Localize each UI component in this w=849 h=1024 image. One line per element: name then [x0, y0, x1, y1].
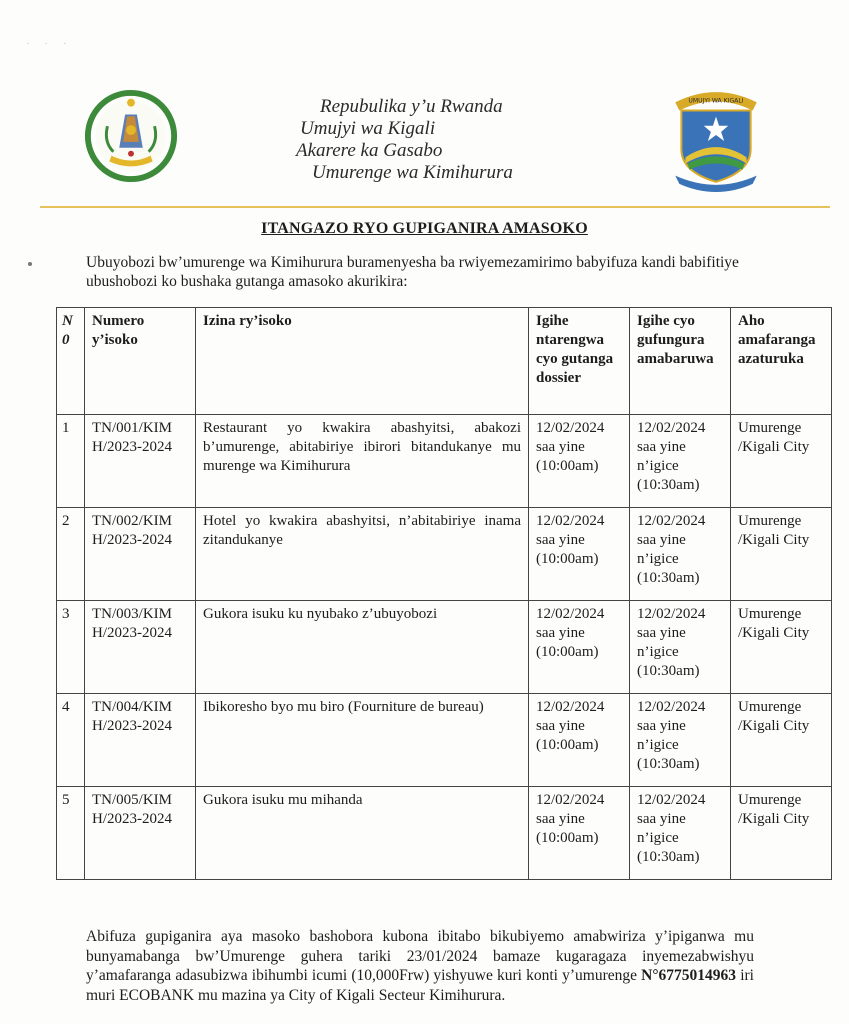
row-tender-name: Hotel yo kwakira abashyitsi, n’abitabiriye inama zitandukanye: [196, 508, 529, 601]
table-row: [57, 508, 832, 601]
open-date: 12/02/2024: [637, 606, 706, 622]
row-tender-number: TN/004/KIM H/2023-2024: [85, 694, 196, 787]
table-row: [57, 787, 832, 880]
open-date: 12/02/2024: [637, 699, 706, 715]
scan-dot: [28, 262, 32, 266]
header-no-sub: 0: [62, 332, 70, 348]
header-address: [290, 96, 590, 184]
row-tender-number: TN/002/KIM H/2023-2024: [85, 508, 196, 601]
row-opening-time: [630, 787, 731, 880]
open-date: 12/02/2024: [637, 513, 706, 529]
table-header-row: [57, 308, 832, 415]
dossier-date: 12/02/2024: [536, 606, 605, 622]
open-time: saa yine n’igice (10:30am): [637, 811, 700, 865]
outro-text-before: Abifuza gupiganira aya masoko bashobora kubona ibitabo bikubiyemo amabwiriza y’ipiganwa mu bunyamabanga bw’Umurenge guhera tariki 23/01/2024 bamaze kugaragaza inyemezabwishyu y’amafaranga adasubizwa ibihumbi icumi (10,000Frw) yishyuwe kuri konti y’umurenge: [86, 928, 754, 984]
row-funding-source: Umurenge /Kigali City: [731, 415, 832, 508]
dossier-date: 12/02/2024: [536, 699, 605, 715]
row-tender-name: Gukora isuku ku nyubako z’ubuyobozi: [196, 601, 529, 694]
row-funding-source: Umurenge /Kigali City: [731, 787, 832, 880]
row-tender-name: Gukora isuku mu mihanda: [196, 787, 529, 880]
bank-account-number: N°6775014963: [641, 967, 737, 984]
dossier-time: saa yine (10:00am): [536, 718, 599, 753]
row-dossier-deadline: [529, 694, 630, 787]
intro-paragraph: Ubuyobozi bw’umurenge wa Kimihurura buramenyesha ba rwiyemezamirimo babyifuza kandi babifitiye ubushobozi ko bushaka gutanga amasoko akurikira:: [86, 254, 739, 290]
row-opening-time: [630, 694, 731, 787]
open-date: 12/02/2024: [637, 792, 706, 808]
header-number-col: [57, 308, 85, 415]
row-funding-source: Umurenge /Kigali City: [731, 694, 832, 787]
row-opening-time: [630, 415, 731, 508]
row-number: 4: [57, 694, 85, 787]
row-number: 5: [57, 787, 85, 880]
row-funding-source: Umurenge /Kigali City: [731, 601, 832, 694]
dossier-time: saa yine (10:00am): [536, 811, 599, 846]
logo-top-text: UMUJYI WA KIGALI: [688, 97, 744, 105]
row-number: 3: [57, 601, 85, 694]
rwanda-coat-of-arms-icon: [82, 86, 180, 186]
row-opening-time: [630, 601, 731, 694]
row-dossier-deadline: [529, 787, 630, 880]
header-opening-time: Igihe cyo gufungura amabaruwa: [630, 308, 731, 415]
scan-smudge: · · ·: [26, 38, 73, 50]
city-of-kigali-logo-icon: [664, 82, 768, 194]
table-row: [57, 694, 832, 787]
open-time: saa yine n’igice (10:30am): [637, 532, 700, 586]
row-funding-source: Umurenge /Kigali City: [731, 508, 832, 601]
row-tender-name: Ibikoresho byo mu biro (Fourniture de bureau): [196, 694, 529, 787]
open-date: 12/02/2024: [637, 420, 706, 436]
header-tender-name: Izina ry’isoko: [196, 308, 529, 415]
outro-text-after: iri muri ECOBANK mu mazina ya City of Kigali Secteur Kimihurura.: [86, 967, 754, 1004]
row-dossier-deadline: [529, 415, 630, 508]
dossier-time: saa yine (10:00am): [536, 439, 599, 474]
row-tender-name: Restaurant yo kwakira abashyitsi, abakozi b’umurenge, abitabiriye ibirori bitandukanye mu murenge wa Kimihurura: [196, 415, 529, 508]
row-number: 1: [57, 415, 85, 508]
header-line-republic: Repubulika y’u Rwanda: [320, 96, 503, 117]
row-dossier-deadline: [529, 508, 630, 601]
table-row: [57, 415, 832, 508]
row-dossier-deadline: [529, 601, 630, 694]
dossier-time: saa yine (10:00am): [536, 532, 599, 567]
open-time: saa yine n’igice (10:30am): [637, 439, 700, 493]
open-time: saa yine n’igice (10:30am): [637, 718, 700, 772]
header-dossier-deadline: Igihe ntarengwa cyo gutanga dossier: [529, 308, 630, 415]
dossier-date: 12/02/2024: [536, 792, 605, 808]
row-number: 2: [57, 508, 85, 601]
dossier-date: 12/02/2024: [536, 513, 605, 529]
open-time: saa yine n’igice (10:30am): [637, 625, 700, 679]
dossier-date: 12/02/2024: [536, 420, 605, 436]
outro-paragraph: [86, 927, 754, 1005]
header-funding-source: Aho amafaranga azaturuka: [731, 308, 832, 415]
header-no-main: N: [62, 313, 73, 329]
header-line-sector: Umurenge wa Kimihurura: [312, 162, 513, 183]
table-row: [57, 601, 832, 694]
row-tender-number: TN/005/KIM H/2023-2024: [85, 787, 196, 880]
notice-title: ITANGAZO RYO GUPIGANIRA AMASOKO: [261, 220, 588, 237]
header-line-district: Akarere ka Gasabo: [296, 140, 443, 161]
row-tender-number: TN/001/KIM H/2023-2024: [85, 415, 196, 508]
dossier-time: saa yine (10:00am): [536, 625, 599, 660]
header-divider: [40, 206, 830, 208]
row-tender-number: TN/003/KIM H/2023-2024: [85, 601, 196, 694]
row-opening-time: [630, 508, 731, 601]
header-line-city: Umujyi wa Kigali: [300, 118, 436, 139]
tenders-table: [56, 307, 832, 880]
header-tender-number: Numero y’isoko: [85, 308, 196, 415]
